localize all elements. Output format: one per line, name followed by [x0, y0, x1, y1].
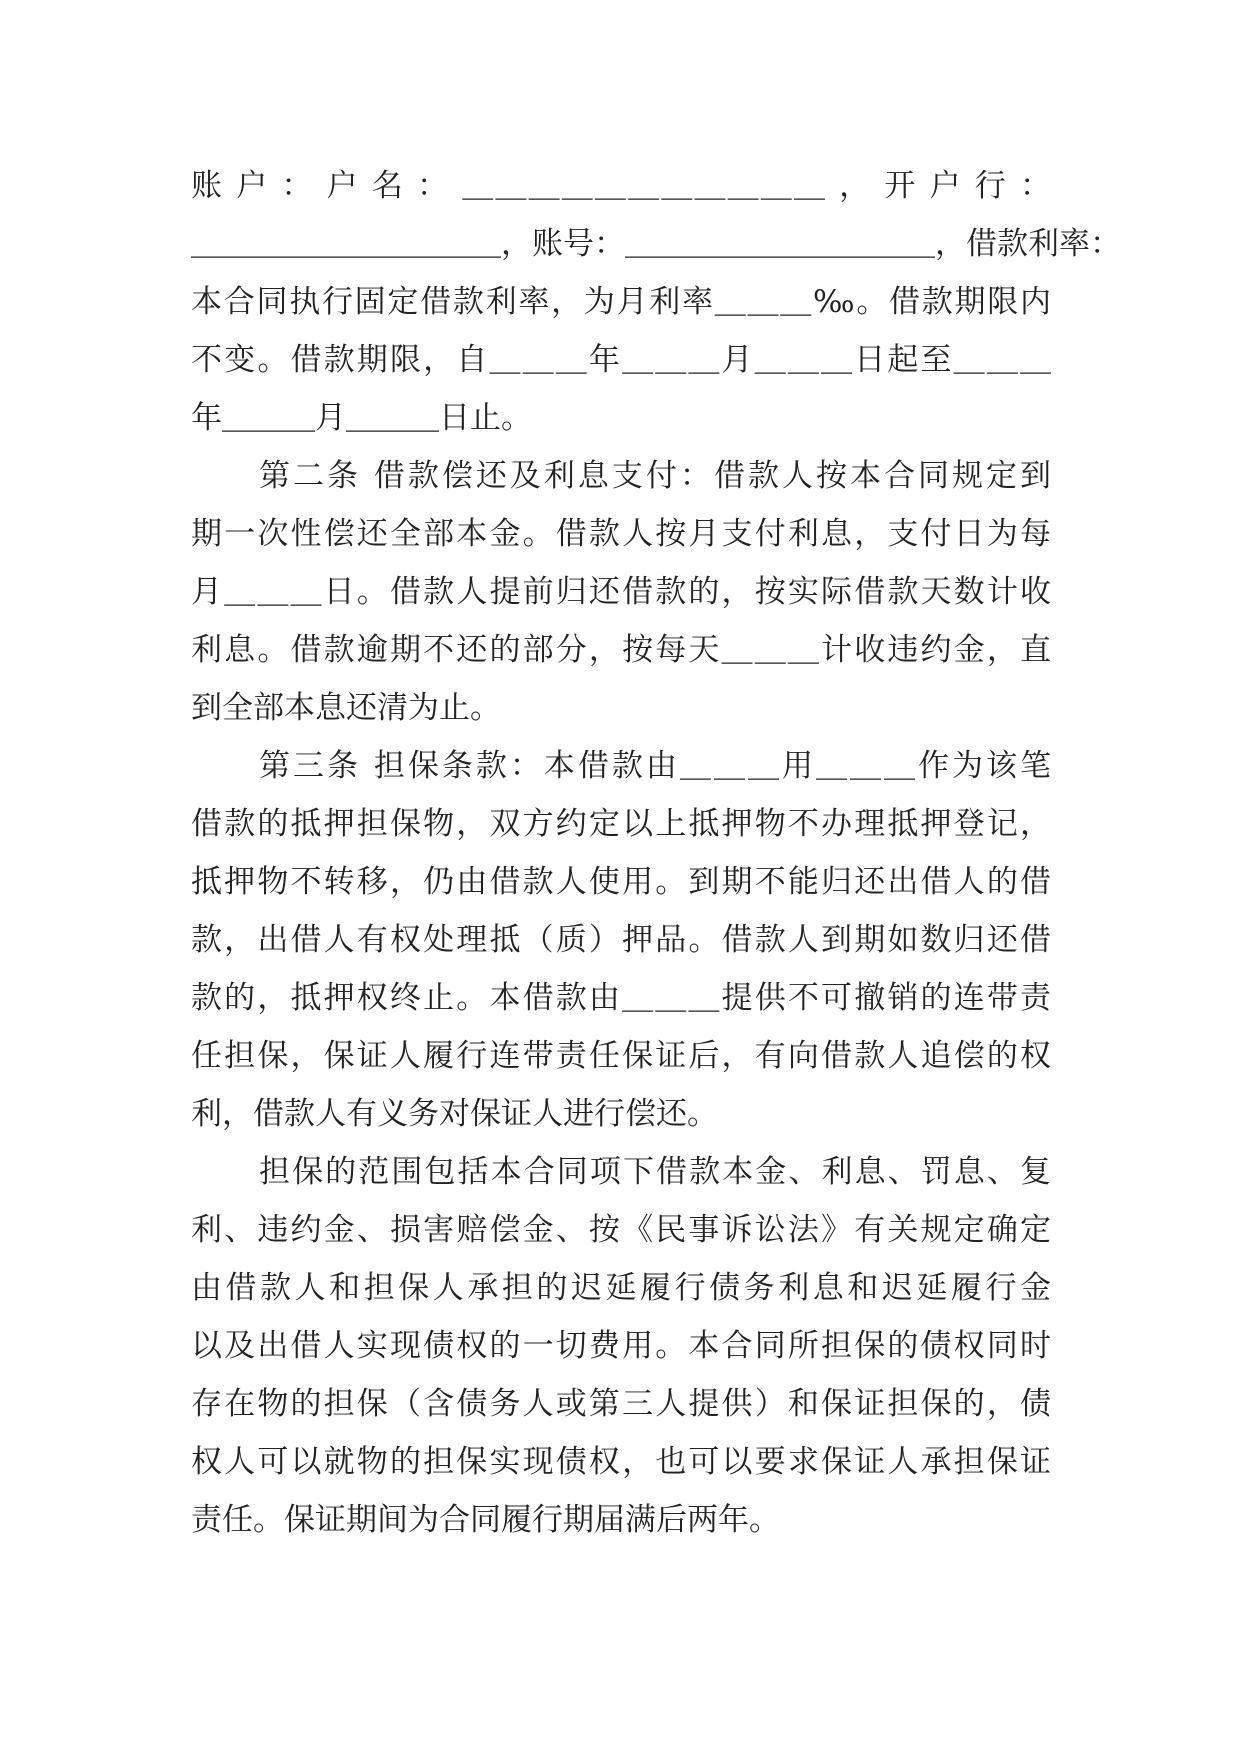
text-line-5: 年＿＿＿月＿＿＿日止。: [191, 400, 532, 436]
text-line-10: 到全部本息还清为止。: [191, 690, 501, 726]
text-line-7: 期一次性偿还全部本金。借款人按月支付利息，支付日为每: [191, 516, 1051, 552]
text-line-24: 责任。保证期间为合同履行期届满后两年。: [191, 1502, 780, 1538]
text-line-1: 账 户 ： 户 名 ： ＿＿＿＿＿＿＿＿＿＿＿ ， 开 户 行 ：: [191, 168, 1051, 204]
text-line-13: 抵押物不转移，仍由借款人使用。到期不能归还出借人的借: [191, 864, 1051, 900]
text-line-23: 权人可以就物的担保实现债权，也可以要求保证人承担保证: [191, 1444, 1051, 1480]
article-3-heading-line: 第三条 担保条款：本借款由＿＿＿用＿＿＿作为该笔: [259, 748, 1051, 784]
text-line-9: 利息。借款逾期不还的部分，按每天＿＿＿计收违约金，直: [191, 632, 1051, 668]
text-line-2: ＿＿＿＿＿＿＿＿＿＿，账号：＿＿＿＿＿＿＿＿＿＿，借款利率：: [191, 226, 1121, 262]
text-line-21: 以及出借人实现债权的一切费用。本合同所担保的债权同时: [191, 1328, 1051, 1364]
text-line-16: 任担保，保证人履行连带责任保证后，有向借款人追偿的权: [191, 1038, 1051, 1074]
text-line-15: 款的，抵押权终止。本借款由＿＿＿提供不可撤销的连带责: [191, 980, 1051, 1016]
article-2-heading-line: 第二条 借款偿还及利息支付：借款人按本合同规定到: [259, 458, 1051, 494]
text-line-14: 款，出借人有权处理抵（质）押品。借款人到期如数归还借: [191, 922, 1051, 958]
text-line-4: 不变。借款期限，自＿＿＿年＿＿＿月＿＿＿日起至＿＿＿: [191, 342, 1051, 378]
text-line-3: 本合同执行固定借款利率，为月利率＿＿＿‰。借款期限内: [191, 284, 1051, 320]
text-line-17: 利，借款人有义务对保证人进行偿还。: [191, 1096, 718, 1132]
text-line-19: 利、违约金、损害赔偿金、按《民事诉讼法》有关规定确定: [191, 1212, 1051, 1248]
text-line-8: 月＿＿＿日。借款人提前归还借款的，按实际借款天数计收: [191, 574, 1051, 610]
text-line-12: 借款的抵押担保物，双方约定以上抵押物不办理抵押登记，: [191, 806, 1051, 842]
text-line-20: 由借款人和担保人承担的迟延履行债务利息和迟延履行金: [191, 1270, 1051, 1306]
text-line-22: 存在物的担保（含债务人或第三人提供）和保证担保的，债: [191, 1386, 1051, 1422]
guarantee-scope-line: 担保的范围包括本合同项下借款本金、利息、罚息、复: [259, 1154, 1051, 1190]
